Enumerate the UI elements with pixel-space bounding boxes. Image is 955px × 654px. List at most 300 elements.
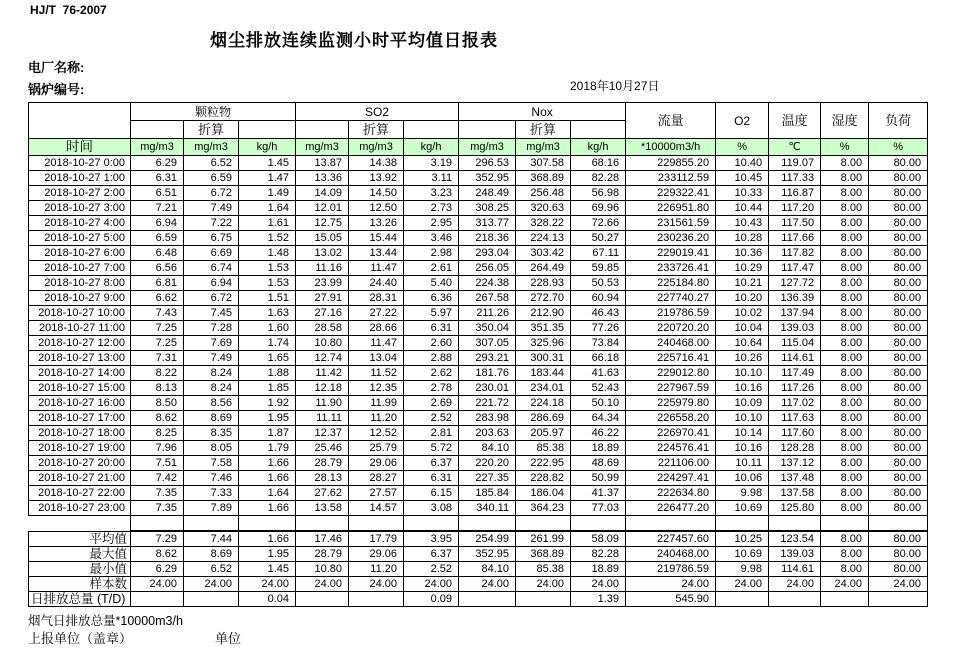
value-cell: 226477.20 <box>626 501 716 516</box>
value-cell: 7.51 <box>131 456 184 471</box>
value-cell: 69.96 <box>571 201 626 216</box>
value-cell: 1.64 <box>239 201 296 216</box>
value-cell: 6.75 <box>184 231 239 246</box>
spacer-cell <box>239 516 296 531</box>
value-cell: 229019.41 <box>626 246 716 261</box>
value-cell: 6.48 <box>131 246 184 261</box>
value-cell: 14.38 <box>349 156 404 171</box>
value-cell: 8.00 <box>821 426 869 441</box>
value-cell: 1.61 <box>239 216 296 231</box>
value-cell: 212.90 <box>516 306 571 321</box>
value-cell: 6.59 <box>131 231 184 246</box>
spacer-cell <box>626 516 716 531</box>
value-cell: 12.75 <box>296 216 349 231</box>
unit-label: 单位 <box>215 631 242 646</box>
value-cell: 127.72 <box>769 276 821 291</box>
data-rows <box>29 156 928 531</box>
value-cell: 1.66 <box>239 471 296 486</box>
value-cell: 2.88 <box>404 351 459 366</box>
value-cell: 227740.27 <box>626 291 716 306</box>
value-cell: 352.95 <box>459 171 516 186</box>
value-cell: 7.31 <box>131 351 184 366</box>
value-cell: 25.46 <box>296 441 349 456</box>
value-cell: 1.63 <box>239 306 296 321</box>
value-cell: 12.01 <box>296 201 349 216</box>
value-cell: 8.00 <box>821 562 869 577</box>
value-cell: 0.09 <box>404 592 459 607</box>
value-cell: 7.46 <box>184 471 239 486</box>
value-cell: 6.37 <box>404 456 459 471</box>
value-cell: 1.64 <box>239 486 296 501</box>
group-header-pm: 颗粒物 <box>131 103 296 121</box>
value-cell: 264.49 <box>516 261 571 276</box>
value-cell: 6.72 <box>184 186 239 201</box>
time-cell: 2018-10-27 3:00 <box>29 201 131 216</box>
value-cell: 10.80 <box>296 336 349 351</box>
value-cell: 8.62 <box>131 547 184 562</box>
value-cell: 186.04 <box>516 486 571 501</box>
value-cell: 261.99 <box>516 532 571 547</box>
value-cell: 80.00 <box>869 186 928 201</box>
value-cell: 46.43 <box>571 306 626 321</box>
value-cell: 24.40 <box>349 276 404 291</box>
value-cell: 2.98 <box>404 246 459 261</box>
value-cell: 8.00 <box>821 532 869 547</box>
value-cell: 296.53 <box>459 156 516 171</box>
value-cell: 7.58 <box>184 456 239 471</box>
value-cell: 3.23 <box>404 186 459 201</box>
spacer-cell <box>349 516 404 531</box>
value-cell: 24.00 <box>459 577 516 592</box>
value-cell: 3.95 <box>404 532 459 547</box>
spacer-cell <box>184 516 239 531</box>
value-cell: 11.16 <box>296 261 349 276</box>
value-cell: 229012.80 <box>626 366 716 381</box>
value-cell: 27.91 <box>296 291 349 306</box>
value-cell: 8.00 <box>821 246 869 261</box>
value-cell: 8.00 <box>821 156 869 171</box>
value-cell: 3.19 <box>404 156 459 171</box>
value-cell: 320.63 <box>516 201 571 216</box>
value-cell: 5.40 <box>404 276 459 291</box>
value-cell: 50.99 <box>571 471 626 486</box>
value-cell: 10.43 <box>716 216 769 231</box>
table-row <box>29 456 928 471</box>
value-cell: 8.00 <box>821 366 869 381</box>
table-row <box>29 381 928 396</box>
spacer-cell <box>459 516 516 531</box>
value-cell: 12.74 <box>296 351 349 366</box>
value-cell: 230236.20 <box>626 231 716 246</box>
value-cell <box>769 592 821 607</box>
unit-header: *10000m3/h <box>626 139 716 156</box>
page-title: 烟尘排放连续监测小时平均值日报表 <box>210 31 498 50</box>
value-cell: 8.00 <box>821 351 869 366</box>
col-header-humidity: 湿度 <box>821 103 869 139</box>
value-cell: 6.52 <box>184 156 239 171</box>
value-cell: 59.85 <box>571 261 626 276</box>
value-cell: 80.00 <box>869 336 928 351</box>
value-cell: 1.45 <box>239 562 296 577</box>
value-cell <box>821 592 869 607</box>
value-cell: 139.03 <box>769 321 821 336</box>
value-cell: 137.12 <box>769 456 821 471</box>
value-cell: 80.00 <box>869 231 928 246</box>
value-cell: 351.35 <box>516 321 571 336</box>
value-cell: 224.38 <box>459 276 516 291</box>
value-cell: 7.25 <box>131 321 184 336</box>
value-cell: 221.72 <box>459 396 516 411</box>
table-row <box>29 486 928 501</box>
value-cell: 3.46 <box>404 231 459 246</box>
value-cell: 77.26 <box>571 321 626 336</box>
value-cell: 27.16 <box>296 306 349 321</box>
time-cell: 2018-10-27 22:00 <box>29 486 131 501</box>
subheader-blank <box>571 121 626 139</box>
value-cell: 117.60 <box>769 426 821 441</box>
table-row <box>29 441 928 456</box>
value-cell: 7.35 <box>131 501 184 516</box>
value-cell: 80.00 <box>869 547 928 562</box>
value-cell: 8.22 <box>131 366 184 381</box>
value-cell: 24.00 <box>869 577 928 592</box>
value-cell: 139.03 <box>769 547 821 562</box>
value-cell: 1.66 <box>239 501 296 516</box>
value-cell: 1.74 <box>239 336 296 351</box>
value-cell: 7.49 <box>184 201 239 216</box>
value-cell: 221106.00 <box>626 456 716 471</box>
value-cell: 50.53 <box>571 276 626 291</box>
value-cell: 82.28 <box>571 171 626 186</box>
value-cell: 240468.00 <box>626 547 716 562</box>
time-cell: 2018-10-27 16:00 <box>29 396 131 411</box>
value-cell: 84.10 <box>459 562 516 577</box>
value-cell: 8.00 <box>821 306 869 321</box>
subheader-converted-pm: 折算 <box>184 121 239 139</box>
value-cell: 220720.20 <box>626 321 716 336</box>
value-cell: 7.29 <box>131 532 184 547</box>
value-cell: 80.00 <box>869 261 928 276</box>
value-cell: 11.47 <box>349 261 404 276</box>
value-cell: 9.98 <box>716 562 769 577</box>
col-header-o2: O2 <box>716 103 769 139</box>
value-cell: 7.28 <box>184 321 239 336</box>
value-cell: 50.10 <box>571 396 626 411</box>
value-cell: 10.80 <box>296 562 349 577</box>
value-cell: 545.90 <box>626 592 716 607</box>
time-cell: 2018-10-27 2:00 <box>29 186 131 201</box>
time-cell: 2018-10-27 20:00 <box>29 456 131 471</box>
value-cell: 227967.59 <box>626 381 716 396</box>
value-cell: 137.58 <box>769 486 821 501</box>
value-cell: 80.00 <box>869 156 928 171</box>
value-cell: 13.44 <box>349 246 404 261</box>
value-cell: 2.52 <box>404 562 459 577</box>
value-cell: 68.16 <box>571 156 626 171</box>
value-cell: 1.53 <box>239 261 296 276</box>
value-cell: 24.00 <box>769 577 821 592</box>
value-cell: 1.53 <box>239 276 296 291</box>
unit-header: kg/h <box>404 139 459 156</box>
subheader-converted-nox: 折算 <box>516 121 571 139</box>
subheader-blank <box>296 121 349 139</box>
table-row <box>29 261 928 276</box>
value-cell: 240468.00 <box>626 336 716 351</box>
value-cell: 10.16 <box>716 381 769 396</box>
value-cell: 80.00 <box>869 201 928 216</box>
value-cell: 8.69 <box>184 411 239 426</box>
value-cell <box>716 592 769 607</box>
value-cell: 136.39 <box>769 291 821 306</box>
value-cell: 80.00 <box>869 501 928 516</box>
value-cell: 8.62 <box>131 411 184 426</box>
value-cell: 114.61 <box>769 351 821 366</box>
value-cell: 8.00 <box>821 547 869 562</box>
value-cell: 7.25 <box>131 336 184 351</box>
group-header-so2: SO2 <box>296 103 459 121</box>
table-row <box>29 201 928 216</box>
value-cell: 300.31 <box>516 351 571 366</box>
value-cell: 10.45 <box>716 171 769 186</box>
table-row <box>29 231 928 246</box>
value-cell: 52.43 <box>571 381 626 396</box>
time-cell: 2018-10-27 10:00 <box>29 306 131 321</box>
value-cell: 24.00 <box>626 577 716 592</box>
value-cell: 5.72 <box>404 441 459 456</box>
value-cell: 1.92 <box>239 396 296 411</box>
value-cell: 10.06 <box>716 471 769 486</box>
summary-row <box>29 562 928 577</box>
value-cell: 10.02 <box>716 306 769 321</box>
summary-label: 平均值 <box>29 532 131 547</box>
value-cell: 283.98 <box>459 411 516 426</box>
value-cell: 10.26 <box>716 351 769 366</box>
value-cell: 229322.41 <box>626 186 716 201</box>
value-cell: 368.89 <box>516 171 571 186</box>
value-cell: 18.89 <box>571 441 626 456</box>
value-cell: 313.77 <box>459 216 516 231</box>
table-row <box>29 501 928 516</box>
value-cell: 203.63 <box>459 426 516 441</box>
value-cell <box>296 592 349 607</box>
value-cell: 28.79 <box>296 456 349 471</box>
value-cell: 7.44 <box>184 532 239 547</box>
value-cell: 8.00 <box>821 471 869 486</box>
value-cell: 303.42 <box>516 246 571 261</box>
subheader-blank <box>239 121 296 139</box>
subheader-converted-so2: 折算 <box>349 121 404 139</box>
time-cell: 2018-10-27 19:00 <box>29 441 131 456</box>
value-cell: 11.90 <box>296 396 349 411</box>
value-cell: 368.89 <box>516 547 571 562</box>
time-cell: 2018-10-27 23:00 <box>29 501 131 516</box>
value-cell: 29.06 <box>349 547 404 562</box>
value-cell: 48.69 <box>571 456 626 471</box>
group-header-nox: Nox <box>459 103 626 121</box>
value-cell: 24.00 <box>404 577 459 592</box>
unit-header: mg/m3 <box>131 139 184 156</box>
value-cell: 272.70 <box>516 291 571 306</box>
value-cell: 227457.60 <box>626 532 716 547</box>
boiler-no-label: 锅炉编号: <box>28 82 85 97</box>
value-cell: 8.00 <box>821 411 869 426</box>
value-cell: 117.82 <box>769 246 821 261</box>
time-cell: 2018-10-27 1:00 <box>29 171 131 186</box>
summary-row <box>29 532 928 547</box>
value-cell: 248.49 <box>459 186 516 201</box>
value-cell: 1.95 <box>239 547 296 562</box>
value-cell: 224.13 <box>516 231 571 246</box>
value-cell: 115.04 <box>769 336 821 351</box>
value-cell: 11.99 <box>349 396 404 411</box>
reporting-unit-label: 上报单位（盖章） <box>28 631 133 646</box>
value-cell: 128.28 <box>769 441 821 456</box>
value-cell: 1.66 <box>239 456 296 471</box>
value-cell: 80.00 <box>869 216 928 231</box>
value-cell: 2.60 <box>404 336 459 351</box>
value-cell: 28.31 <box>349 291 404 306</box>
report-date: 2018年10月27日 <box>570 79 660 93</box>
value-cell: 7.45 <box>184 306 239 321</box>
value-cell: 222634.80 <box>626 486 716 501</box>
value-cell: 41.37 <box>571 486 626 501</box>
value-cell: 8.00 <box>821 231 869 246</box>
value-cell: 10.64 <box>716 336 769 351</box>
value-cell: 224297.41 <box>626 471 716 486</box>
value-cell: 219786.59 <box>626 562 716 577</box>
value-cell: 228.82 <box>516 471 571 486</box>
value-cell: 12.35 <box>349 381 404 396</box>
value-cell: 8.00 <box>821 456 869 471</box>
value-cell: 307.58 <box>516 156 571 171</box>
value-cell: 10.16 <box>716 441 769 456</box>
value-cell: 6.29 <box>131 156 184 171</box>
value-cell: 6.62 <box>131 291 184 306</box>
table-row <box>29 336 928 351</box>
unit-header: ℃ <box>769 139 821 156</box>
value-cell: 225716.41 <box>626 351 716 366</box>
value-cell: 7.42 <box>131 471 184 486</box>
value-cell: 350.04 <box>459 321 516 336</box>
unit-header: mg/m3 <box>516 139 571 156</box>
value-cell: 8.00 <box>821 381 869 396</box>
summary-label: 样本数 <box>29 577 131 592</box>
value-cell: 12.52 <box>349 426 404 441</box>
value-cell: 116.87 <box>769 186 821 201</box>
value-cell: 1.85 <box>239 381 296 396</box>
value-cell: 28.58 <box>296 321 349 336</box>
value-cell: 117.49 <box>769 366 821 381</box>
value-cell: 6.31 <box>404 321 459 336</box>
value-cell: 18.89 <box>571 562 626 577</box>
time-cell: 2018-10-27 8:00 <box>29 276 131 291</box>
value-cell: 224576.41 <box>626 441 716 456</box>
value-cell: 24.00 <box>131 577 184 592</box>
unit-header: mg/m3 <box>296 139 349 156</box>
value-cell: 219786.59 <box>626 306 716 321</box>
value-cell: 364.23 <box>516 501 571 516</box>
value-cell <box>131 592 184 607</box>
value-cell <box>184 592 239 607</box>
value-cell: 80.00 <box>869 441 928 456</box>
value-cell: 11.11 <box>296 411 349 426</box>
value-cell: 80.00 <box>869 426 928 441</box>
value-cell: 14.57 <box>349 501 404 516</box>
value-cell: 80.00 <box>869 321 928 336</box>
value-cell: 2.73 <box>404 201 459 216</box>
value-cell: 340.11 <box>459 501 516 516</box>
value-cell: 352.95 <box>459 547 516 562</box>
time-cell: 2018-10-27 17:00 <box>29 411 131 426</box>
value-cell: 58.09 <box>571 532 626 547</box>
spacer-cell <box>571 516 626 531</box>
value-cell: 64.34 <box>571 411 626 426</box>
value-cell: 11.20 <box>349 562 404 577</box>
value-cell: 8.25 <box>131 426 184 441</box>
value-cell: 8.00 <box>821 186 869 201</box>
spacer-cell <box>869 516 928 531</box>
value-cell: 308.25 <box>459 201 516 216</box>
summary-row <box>29 592 928 607</box>
col-header-flow: 流量 <box>626 103 716 139</box>
value-cell: 117.47 <box>769 261 821 276</box>
time-cell: 2018-10-27 9:00 <box>29 291 131 306</box>
value-cell: 307.05 <box>459 336 516 351</box>
value-cell: 325.96 <box>516 336 571 351</box>
value-cell: 1.47 <box>239 171 296 186</box>
col-header-load: 负荷 <box>869 103 928 139</box>
value-cell: 123.54 <box>769 532 821 547</box>
value-cell: 12.50 <box>349 201 404 216</box>
value-cell: 7.69 <box>184 336 239 351</box>
value-cell: 80.00 <box>869 562 928 577</box>
spacer-cell <box>29 516 131 531</box>
value-cell: 80.00 <box>869 411 928 426</box>
value-cell: 220.20 <box>459 456 516 471</box>
table-row <box>29 186 928 201</box>
value-cell: 72.66 <box>571 216 626 231</box>
value-cell: 227.35 <box>459 471 516 486</box>
value-cell: 2.52 <box>404 411 459 426</box>
value-cell: 27.22 <box>349 306 404 321</box>
value-cell: 80.00 <box>869 456 928 471</box>
value-cell: 6.15 <box>404 486 459 501</box>
value-cell: 24.00 <box>821 577 869 592</box>
unit-header: % <box>821 139 869 156</box>
value-cell: 7.96 <box>131 441 184 456</box>
value-cell: 80.00 <box>869 396 928 411</box>
value-cell: 117.63 <box>769 411 821 426</box>
summary-label: 日排放总量 (T/D) <box>29 592 131 607</box>
value-cell: 8.00 <box>821 441 869 456</box>
value-cell: 117.26 <box>769 381 821 396</box>
table-row <box>29 306 928 321</box>
value-cell: 2.81 <box>404 426 459 441</box>
subheader-blank <box>404 121 459 139</box>
unit-header: kg/h <box>239 139 296 156</box>
value-cell <box>516 592 571 607</box>
value-cell: 80.00 <box>869 532 928 547</box>
value-cell <box>349 592 404 607</box>
value-cell: 117.33 <box>769 171 821 186</box>
value-cell: 7.33 <box>184 486 239 501</box>
value-cell: 85.38 <box>516 562 571 577</box>
value-cell: 5.97 <box>404 306 459 321</box>
value-cell: 6.81 <box>131 276 184 291</box>
plant-name-label: 电厂名称: <box>28 60 85 75</box>
table-row <box>29 396 928 411</box>
value-cell: 7.43 <box>131 306 184 321</box>
